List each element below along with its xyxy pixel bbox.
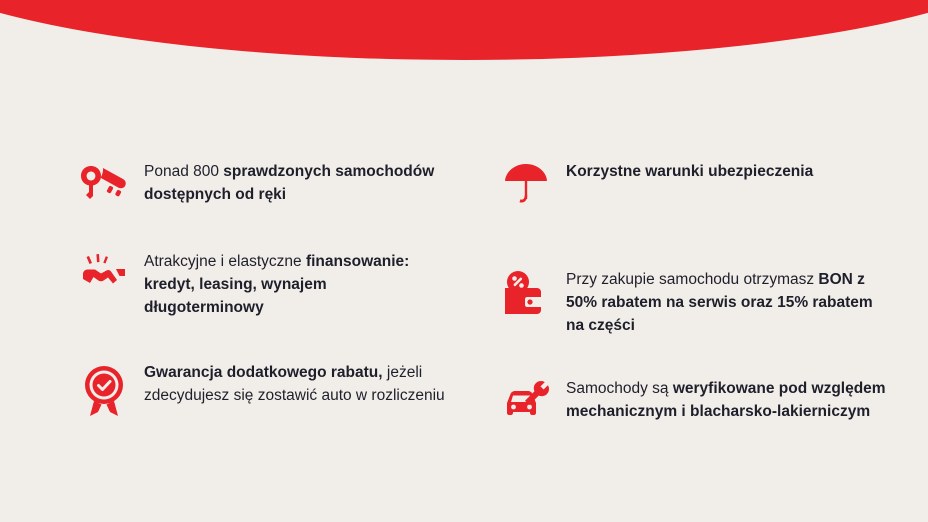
feature-text-part: Samochody są [566,380,673,397]
feature-text-part-bold: BON z 50% rabatem na serwis oraz 15% rabatem na części [566,271,873,334]
top-red-banner [0,0,928,60]
car-wrench-icon [500,377,552,427]
feature-list [0,160,928,427]
feature-text-part: jeżeli zdecydujesz się zostawić auto w rozliczeniu [144,364,445,404]
feature-text-part-bold: finansowanie: kredyt, leasing, wynajem długoterminowy [144,253,410,316]
umbrella-icon [500,160,552,210]
feature-text [566,377,886,423]
feature-text [566,268,886,337]
feature-text-part: Ponad 800 [144,163,224,180]
feature-text-part: Atrakcyjne i elastyczne [144,253,306,270]
feature-text-part-bold: Gwarancja dodatkowego rabatu, [144,364,383,381]
wallet-discount-icon [500,268,552,318]
feature-text-part: Przy zakupie samochodu otrzymasz [566,271,819,288]
feature-text-part-bold: sprawdzonych samochodów dostępnych od ręki [144,163,435,203]
feature-text [566,160,813,183]
feature-item [500,268,910,337]
feature-item [500,160,910,210]
feature-column-right [0,160,928,427]
feature-text-part-bold: weryfikowane pod względem mechanicznym i blacharsko-lakierniczym [566,380,886,420]
feature-text-part-bold: Korzystne warunki ubezpieczenia [566,163,814,180]
feature-item [500,377,910,427]
